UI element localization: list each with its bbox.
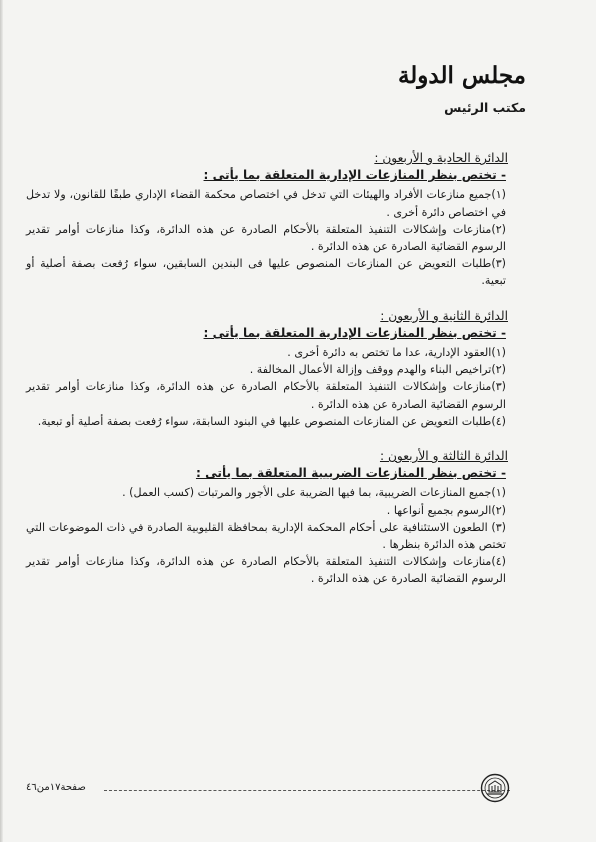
section-title: الدائرة الثالثة و الأربعون : — [379, 449, 508, 464]
list-item: (١)جميع منازعات الأفراد والهيئات التي تدخل في اختصاص محكمة القضاء الإداري طبقًا للقانون، ولا تدخل في اختصاص دائرة أخرى . — [26, 188, 506, 219]
list-item: (٢)الرسوم بجميع أنواعها . — [386, 503, 506, 517]
section-42 — [26, 308, 508, 430]
list-item: (٣)طلبات التعويض عن المنازعات المنصوص عليها فى البندين السابقين، سواء رُفعت بصفة أصلية أو تبعية. — [26, 257, 506, 288]
page-number: صفحة١٧من٤٦ — [26, 782, 90, 793]
list-item: (٤)طلبات التعويض عن المنازعات المنصوص عليها في البنود السابقة، سواء رُفعت بصفة أصلية أو تبعية. — [37, 414, 506, 428]
list-item: (٣) الطعون الاستئنافية على أحكام المحكمة الإدارية بمحافظة القليوبية الصادرة في ذات الموضوعات التي تختص هذه الدائرة بنظرها . — [26, 520, 506, 552]
list-item: (٣)منازعات وإشكالات التنفيذ المتعلقة بالأحكام الصادرة عن هذه الدائرة، وكذا منازعات أوامر تقدير الرسوم القضائية الصادرة عن هذه الدائرة . — [26, 380, 506, 411]
list-item: (١)العقود الإدارية، عدا ما تختص به دائرة أخرى . — [287, 346, 506, 360]
section-subtitle: - تختص بنظر المنازعات الضريبية المتعلقة بما يأتى : — [195, 466, 506, 481]
emblem-icon — [480, 773, 510, 803]
institution-title: مجلس الدولة — [397, 62, 526, 89]
section-title: الدائرة الحادية و الأربعون : — [374, 151, 508, 165]
section-subtitle: - تختص بنظر المنازعات الإدارية المتعلقة بما يأتى : — [203, 168, 506, 183]
office-subtitle: مكتب الرئيس — [444, 100, 526, 115]
letterhead — [326, 58, 526, 115]
footer-rule — [104, 790, 510, 791]
list-item: (٤)منازعات وإشكالات التنفيذ المتعلقة بالأحكام الصادرة عن هذه الدائرة، وكذا منازعات أوامر تقدير الرسوم القضائية الصادرة عن هذه الدائرة . — [26, 555, 506, 586]
list-item: (١)جميع المنازعات الضريبية، بما فيها الضريبة على الأجور والمرتبات (كسب العمل) . — [122, 486, 506, 500]
section-subtitle: - تختص بنظر المنازعات الإدارية المتعلقة بما يأتى : — [203, 325, 506, 340]
section-title: الدائرة الثانية و الأربعون : — [380, 308, 508, 323]
section-43 — [26, 448, 508, 588]
list-item: (٢)منازعات وإشكالات التنفيذ المتعلقة بالأحكام الصادرة عن هذه الدائرة، وكذا منازعات أوامر تقدير الرسوم القضائية الصادرة عن هذه الدائرة . — [26, 222, 506, 254]
document-body — [26, 150, 508, 606]
section-41 — [26, 150, 508, 290]
page-footer — [26, 776, 510, 806]
list-item: (٢)تراخيص البناء والهدم ووقف وإزالة الأعمال المخالفة . — [249, 363, 506, 377]
page-edge — [0, 0, 3, 842]
